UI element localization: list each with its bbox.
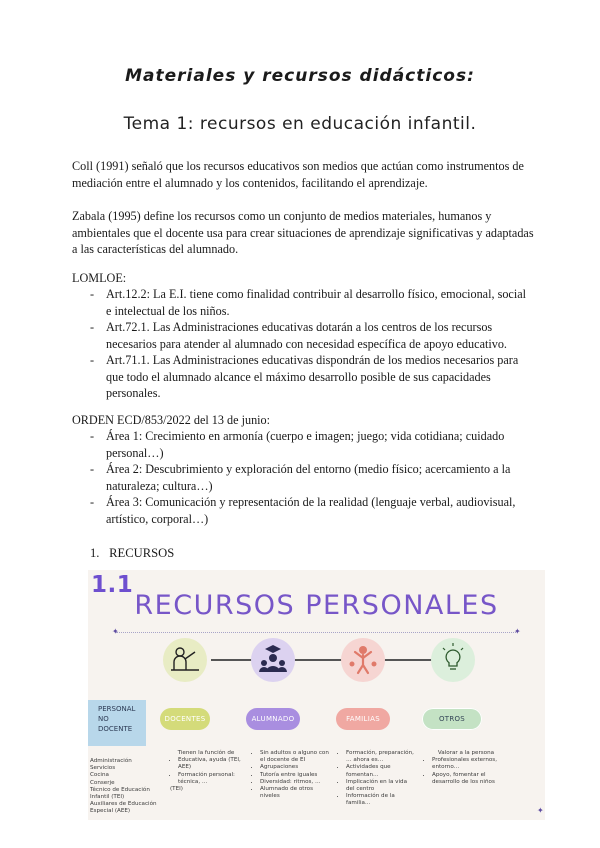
section-heading bbox=[90, 546, 174, 561]
orden-list bbox=[88, 428, 534, 527]
note-line: Especial (AEE) bbox=[90, 808, 131, 815]
paragraph-coll: Coll (1991) señaló que los recursos educativos son medios que actúan como instrumentos de mediación entre el alumnado y los contenidos, facilitando el aprendizaje. bbox=[72, 159, 524, 190]
note-bullet: • Apoyo, fomentar el desarrollo de los niños bbox=[432, 772, 508, 786]
document-subtitle: Tema 1: recursos en educación infantil. bbox=[123, 114, 477, 134]
docentes-pill: DOCENTES bbox=[160, 708, 210, 730]
note-intro: Tienen la función de bbox=[177, 750, 235, 756]
star-icon: ✦ bbox=[537, 806, 544, 815]
note-bullet: • Sin adultos o alguno con el docente de EI bbox=[260, 750, 332, 764]
paragraph-zabala: Zabala (1995) define los recursos como un conjunto de medios materiales, humanos y ambientales que el docente usa para crear situaciones de aprendizaje significativas y adaptadas a las características del alumnado. bbox=[72, 209, 534, 256]
students-icon bbox=[251, 638, 295, 682]
docentes-notes bbox=[170, 750, 242, 793]
side-notes bbox=[90, 758, 158, 816]
connector-line bbox=[211, 659, 437, 661]
note-bullet: • Tutoría entre iguales bbox=[260, 772, 332, 779]
divider bbox=[116, 632, 516, 633]
note-line: Administración bbox=[90, 758, 132, 764]
note-bullet: • Implicación en la vida del centro bbox=[346, 779, 416, 793]
lightbulb-icon bbox=[431, 638, 475, 682]
list-item: - Área 3: Comunicación y representación de la realidad (lenguaje verbal, audiovisual, artístico, corporal…) bbox=[88, 494, 534, 527]
note-bullet: • Información de la familia… bbox=[346, 793, 416, 807]
note-intro: Valorar a la persona bbox=[437, 750, 495, 756]
infographic-recursos-personales bbox=[88, 570, 545, 820]
note-line: Infantil (TEI) bbox=[90, 794, 125, 801]
familias-pill: FAMILIAS bbox=[336, 708, 390, 730]
alumnado-pill: ALUMNADO bbox=[246, 708, 300, 730]
orden-heading: ORDEN ECD/853/2022 del 13 de junio: bbox=[72, 413, 271, 427]
list-item: - Art.71.1. Las Administraciones educativas dispondrán de los medios necesarios para que todo el alumnado alcance el máximo desarrollo posible de sus capacidades personales. bbox=[88, 352, 534, 402]
list-item: - Art.12.2: La E.I. tiene como finalidad contribuir al desarrollo físico, emocional, social e intelectual de los niños. bbox=[88, 286, 534, 319]
section-number: 1. bbox=[90, 546, 100, 560]
list-item: - Área 1: Crecimiento en armonía (cuerpo e imagen; juego; vida cotidiana; cuidado personal…) bbox=[88, 428, 534, 461]
side-label-line: NO bbox=[98, 715, 109, 723]
note-line: Técnico de Educación bbox=[90, 786, 150, 793]
infographic-number: 1.1 bbox=[91, 572, 134, 598]
star-icon: ✦ bbox=[514, 627, 521, 636]
section-label: RECURSOS bbox=[109, 546, 175, 560]
lomloe-heading: LOMLOE: bbox=[72, 271, 127, 285]
list-item: - Art.72.1. Las Administraciones educativas dotarán a los centros de los recursos necesarios para atender al alumnado con necesidad específica de apoyo educativo. bbox=[88, 319, 534, 352]
alumnado-notes bbox=[252, 750, 332, 800]
note-bullet: • Diversidad: ritmos, … bbox=[260, 779, 332, 786]
note-bullet: • Alumnado de otros niveles bbox=[260, 786, 332, 800]
list-item: - Área 2: Descubrimiento y exploración del entorno (medio físico; acercamiento a la naturaleza; cultura…) bbox=[88, 461, 534, 494]
familias-notes bbox=[338, 750, 416, 808]
lomloe-list bbox=[88, 286, 534, 402]
otros-notes bbox=[424, 750, 508, 786]
note-bullet: • Formación, preparación, … ahora es… bbox=[346, 750, 416, 764]
note-line: Cocina bbox=[90, 772, 109, 779]
side-label-line: DOCENTE bbox=[98, 725, 133, 733]
note-line: Servicios bbox=[90, 765, 116, 772]
star-icon: ✦ bbox=[112, 627, 119, 636]
note-bullet: • Agrupaciones bbox=[260, 764, 332, 771]
otros-pill: OTROS bbox=[422, 708, 482, 730]
personal-no-docente-box bbox=[88, 700, 146, 746]
note-tail: (TEI) bbox=[170, 786, 183, 793]
note-bullet: • Formación personal: técnica, … bbox=[178, 772, 242, 786]
side-label-line: PERSONAL bbox=[98, 705, 136, 713]
infographic-title: RECURSOS PERSONALES bbox=[134, 590, 499, 621]
note-bullet: • Actividades que fomentan… bbox=[346, 764, 416, 778]
document-title: Materiales y recursos didácticos: bbox=[125, 66, 475, 86]
note-line: Conserje bbox=[90, 779, 115, 786]
note-bullet: • Educativa, ayuda (TEI, AEE) bbox=[178, 757, 242, 771]
family-icon bbox=[341, 638, 385, 682]
teacher-icon bbox=[163, 638, 207, 682]
note-bullet: • Profesionales externos, entorno… bbox=[432, 757, 508, 771]
note-line: Auxiliares de Educación bbox=[90, 801, 157, 808]
